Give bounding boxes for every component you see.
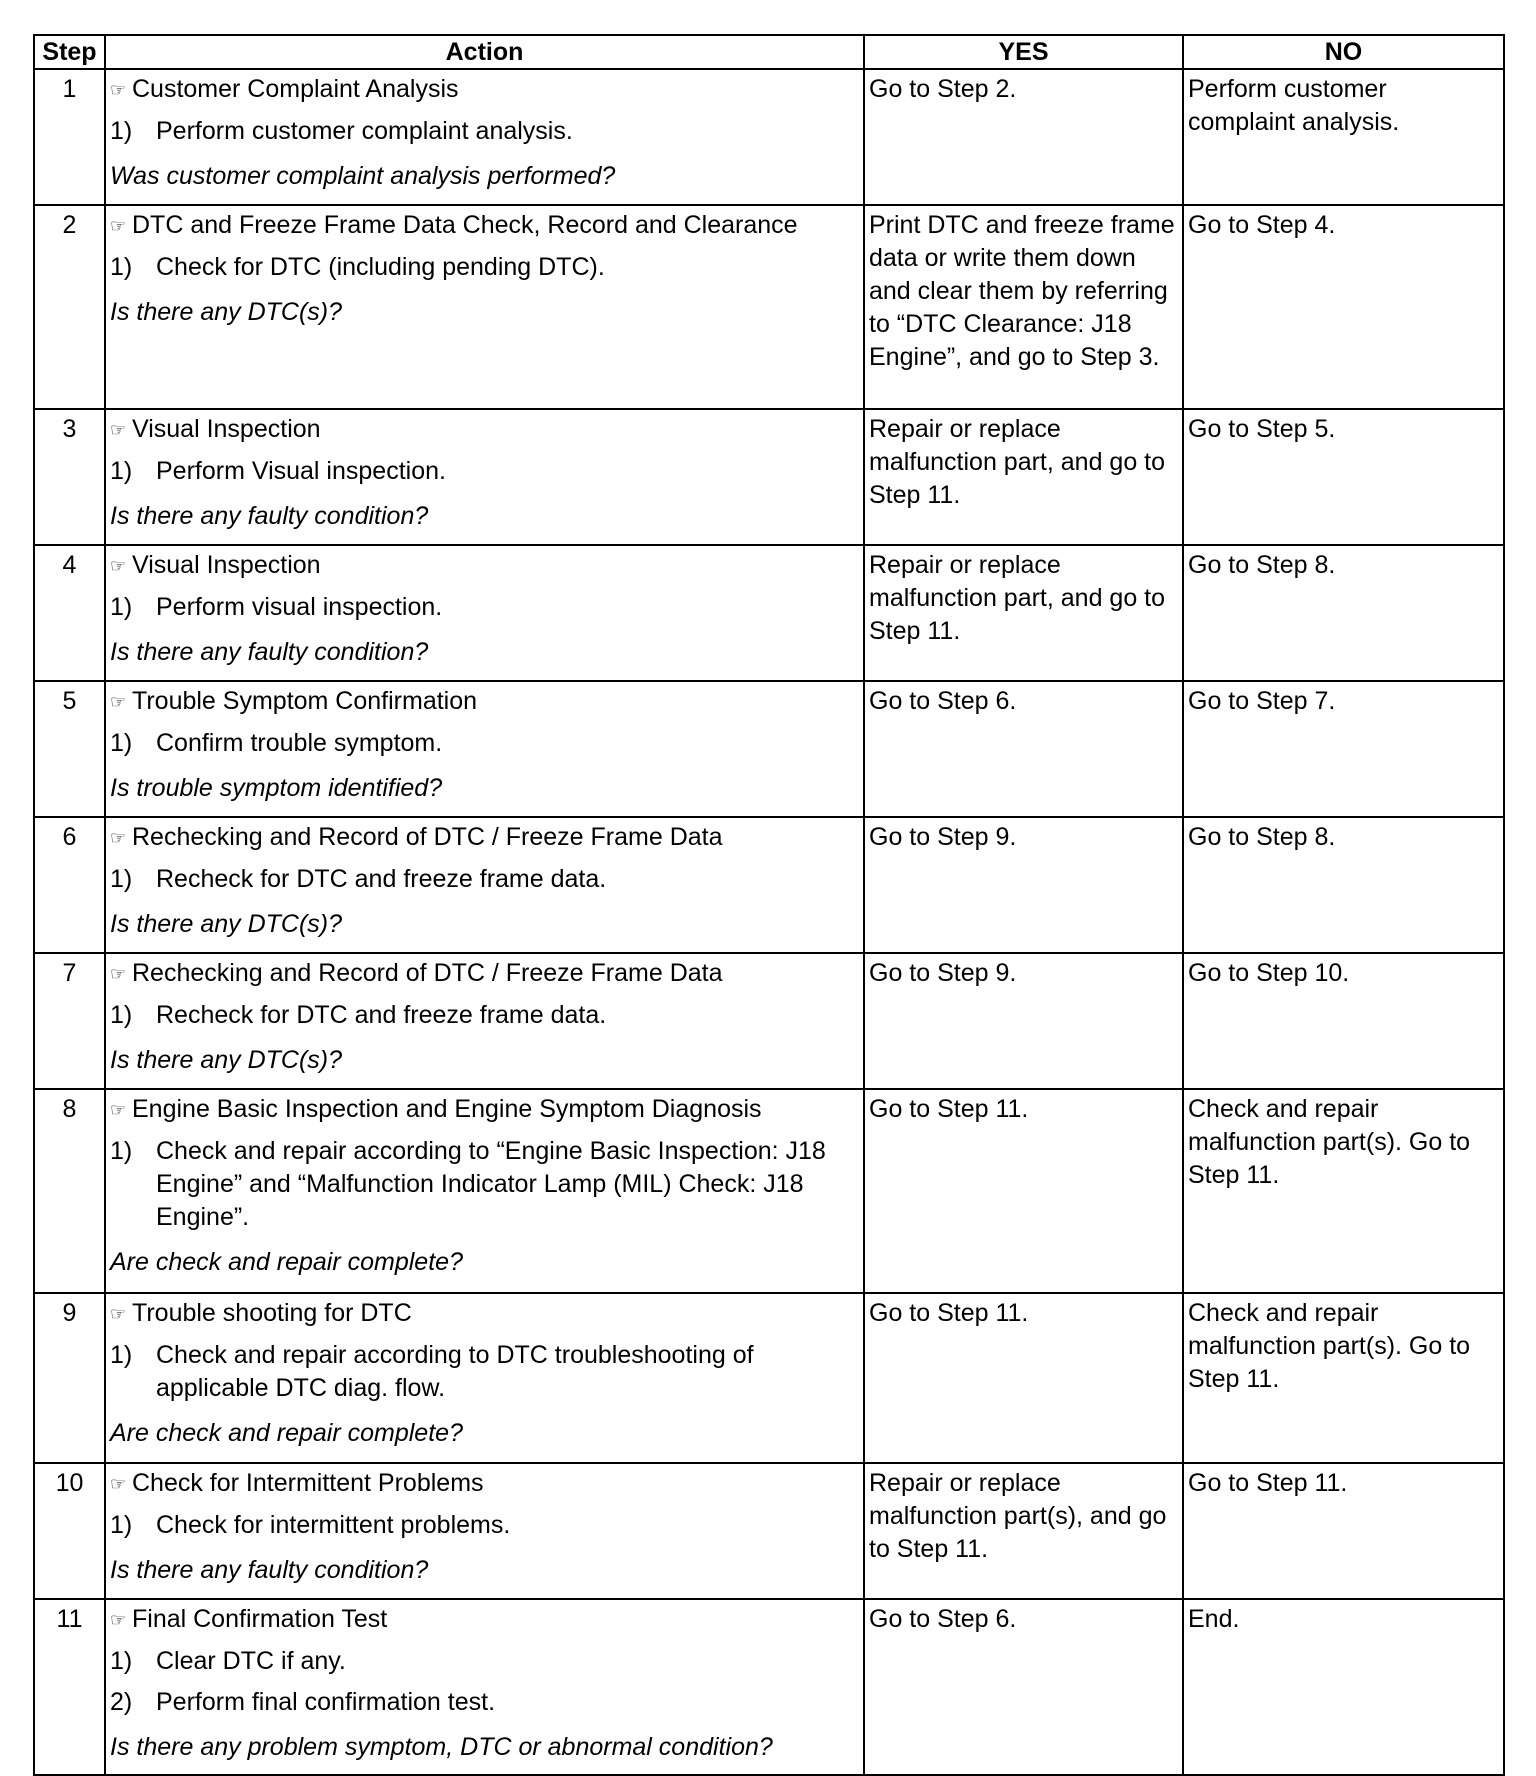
action-item: [110, 1339, 858, 1405]
no-cell: Go to Step 8.: [1183, 817, 1504, 953]
action-cell: [105, 1293, 864, 1463]
table-row: [34, 205, 1504, 409]
action-question: Is there any faulty condition?: [110, 1556, 429, 1584]
action-cell: [105, 953, 864, 1089]
step-number: 8: [34, 1089, 105, 1293]
no-cell: End.: [1183, 1599, 1504, 1775]
action-title: [110, 1467, 858, 1501]
no-cell: Check and repair malfunction part(s). Go to Step 11.: [1183, 1293, 1504, 1463]
action-item: [110, 1686, 858, 1719]
action-cell: [105, 205, 864, 409]
action-title-text: Trouble shooting for DTC: [132, 1299, 412, 1327]
action-title-text: Trouble Symptom Confirmation: [132, 687, 478, 715]
step-number: 2: [34, 205, 105, 409]
action-cell: [105, 69, 864, 205]
table-row: [34, 69, 1504, 205]
action-title-text: Engine Basic Inspection and Engine Symptom Diagnosis: [132, 1095, 762, 1123]
action-item: [110, 727, 858, 760]
yes-cell: Go to Step 11.: [864, 1089, 1183, 1293]
action-cell: [105, 817, 864, 953]
no-cell: Go to Step 4.: [1183, 205, 1504, 409]
no-cell: Go to Step 10.: [1183, 953, 1504, 1089]
yes-cell: Go to Step 6.: [864, 1599, 1183, 1775]
item-number: 1): [110, 457, 133, 485]
table-row: [34, 409, 1504, 545]
action-question: Are check and repair complete?: [110, 1419, 463, 1447]
action-item: [110, 1645, 858, 1678]
step-number: 1: [34, 69, 105, 205]
item-number: 1): [110, 1137, 133, 1165]
action-cell: [105, 545, 864, 681]
action-cell: [105, 1089, 864, 1293]
action-title-text: Rechecking and Record of DTC / Freeze Frame Data: [132, 823, 723, 851]
item-text: Recheck for DTC and freeze frame data.: [156, 1001, 607, 1029]
item-text: Clear DTC if any.: [156, 1647, 346, 1675]
header-step: Step: [34, 35, 105, 69]
header-row: [34, 35, 1504, 69]
yes-cell: Repair or replace malfunction part, and go to Step 11.: [864, 545, 1183, 681]
item-number: 2): [110, 1688, 133, 1716]
pointing-hand-icon: ☞: [110, 1304, 127, 1324]
action-title: [110, 821, 858, 855]
step-number: 11: [34, 1599, 105, 1775]
action-item: [110, 999, 858, 1032]
action-title-text: Final Confirmation Test: [132, 1605, 388, 1633]
pointing-hand-icon: ☞: [110, 692, 127, 712]
no-cell: Go to Step 8.: [1183, 545, 1504, 681]
action-question: Is there any DTC(s)?: [110, 298, 343, 326]
step-number: 7: [34, 953, 105, 1089]
table-row: [34, 817, 1504, 953]
action-item: [110, 115, 858, 148]
pointing-hand-icon: ☞: [110, 420, 127, 440]
item-text: Check and repair according to “Engine Basic Inspection: J18 Engine” and “Malfunction Indicator Lamp (MIL) Check: J18 Engine”.: [156, 1137, 826, 1231]
item-number: 1): [110, 253, 133, 281]
item-text: Check for intermittent problems.: [156, 1511, 511, 1539]
item-number: 1): [110, 117, 133, 145]
item-number: 1): [110, 1647, 133, 1675]
header-action: Action: [105, 35, 864, 69]
step-number: 6: [34, 817, 105, 953]
item-text: Perform final confirmation test.: [156, 1688, 496, 1716]
item-number: 1): [110, 1341, 133, 1369]
action-title-text: Visual Inspection: [132, 415, 321, 443]
action-question: Is there any DTC(s)?: [110, 910, 343, 938]
yes-cell: Repair or replace malfunction part, and go to Step 11.: [864, 409, 1183, 545]
item-text: Perform visual inspection.: [156, 593, 443, 621]
action-title: [110, 549, 858, 583]
table-row: [34, 953, 1504, 1089]
pointing-hand-icon: ☞: [110, 556, 127, 576]
action-cell: [105, 681, 864, 817]
table-row: [34, 1293, 1504, 1463]
action-question: Are check and repair complete?: [110, 1248, 463, 1276]
action-title: [110, 1603, 858, 1637]
yes-cell: Go to Step 9.: [864, 817, 1183, 953]
step-number: 4: [34, 545, 105, 681]
pointing-hand-icon: ☞: [110, 1610, 127, 1630]
header-no: NO: [1183, 35, 1504, 69]
item-text: Check and repair according to DTC troubleshooting of applicable DTC diag. flow.: [156, 1341, 754, 1402]
table-row: [34, 545, 1504, 681]
item-text: Perform Visual inspection.: [156, 457, 446, 485]
item-text: Recheck for DTC and freeze frame data.: [156, 865, 607, 893]
troubleshooting-table: [33, 34, 1505, 1776]
table-row: [34, 1599, 1504, 1775]
action-item: [110, 591, 858, 624]
table-row: [34, 1463, 1504, 1599]
action-title: [110, 685, 858, 719]
yes-cell: Print DTC and freeze frame data or write them down and clear them by referring to “DTC Clearance: J18 Engine”, and go to Step 3.: [864, 205, 1183, 409]
action-question: Is there any DTC(s)?: [110, 1046, 343, 1074]
step-number: 10: [34, 1463, 105, 1599]
pointing-hand-icon: ☞: [110, 964, 127, 984]
action-item: [110, 863, 858, 896]
yes-cell: Go to Step 11.: [864, 1293, 1183, 1463]
action-title-text: Visual Inspection: [132, 551, 321, 579]
pointing-hand-icon: ☞: [110, 828, 127, 848]
no-cell: Go to Step 7.: [1183, 681, 1504, 817]
yes-cell: Repair or replace malfunction part(s), and go to Step 11.: [864, 1463, 1183, 1599]
item-text: Check for DTC (including pending DTC).: [156, 253, 605, 281]
header-yes: YES: [864, 35, 1183, 69]
action-title-text: Check for Intermittent Problems: [132, 1469, 484, 1497]
action-question: Is trouble symptom identified?: [110, 774, 443, 802]
yes-cell: Go to Step 9.: [864, 953, 1183, 1089]
step-number: 9: [34, 1293, 105, 1463]
no-cell: Perform customer complaint analysis.: [1183, 69, 1504, 205]
item-number: 1): [110, 1001, 133, 1029]
pointing-hand-icon: ☞: [110, 80, 127, 100]
item-number: 1): [110, 1511, 133, 1539]
step-number: 5: [34, 681, 105, 817]
action-title-text: DTC and Freeze Frame Data Check, Record and Clearance: [132, 211, 798, 239]
action-title: [110, 1297, 858, 1331]
action-question: Is there any problem symptom, DTC or abnormal condition?: [110, 1733, 773, 1761]
yes-cell: Go to Step 2.: [864, 69, 1183, 205]
action-title: [110, 73, 858, 107]
action-cell: [105, 409, 864, 545]
action-item: [110, 1135, 858, 1234]
yes-cell: Go to Step 6.: [864, 681, 1183, 817]
item-number: 1): [110, 729, 133, 757]
item-number: 1): [110, 865, 133, 893]
table-row: [34, 1089, 1504, 1293]
action-item: [110, 455, 858, 488]
action-title: [110, 209, 858, 243]
action-title: [110, 1093, 858, 1127]
item-text: Perform customer complaint analysis.: [156, 117, 573, 145]
pointing-hand-icon: ☞: [110, 1474, 127, 1494]
action-question: Is there any faulty condition?: [110, 502, 429, 530]
pointing-hand-icon: ☞: [110, 1100, 127, 1120]
item-text: Confirm trouble symptom.: [156, 729, 443, 757]
action-question: Was customer complaint analysis performed?: [110, 162, 616, 190]
action-cell: [105, 1463, 864, 1599]
action-title-text: Customer Complaint Analysis: [132, 75, 459, 103]
pointing-hand-icon: ☞: [110, 216, 127, 236]
step-number: 3: [34, 409, 105, 545]
action-title-text: Rechecking and Record of DTC / Freeze Frame Data: [132, 959, 723, 987]
table-row: [34, 681, 1504, 817]
action-title: [110, 413, 858, 447]
action-title: [110, 957, 858, 991]
no-cell: Go to Step 11.: [1183, 1463, 1504, 1599]
no-cell: Check and repair malfunction part(s). Go to Step 11.: [1183, 1089, 1504, 1293]
action-cell: [105, 1599, 864, 1775]
action-item: [110, 251, 858, 284]
action-item: [110, 1509, 858, 1542]
action-question: Is there any faulty condition?: [110, 638, 429, 666]
no-cell: Go to Step 5.: [1183, 409, 1504, 545]
item-number: 1): [110, 593, 133, 621]
